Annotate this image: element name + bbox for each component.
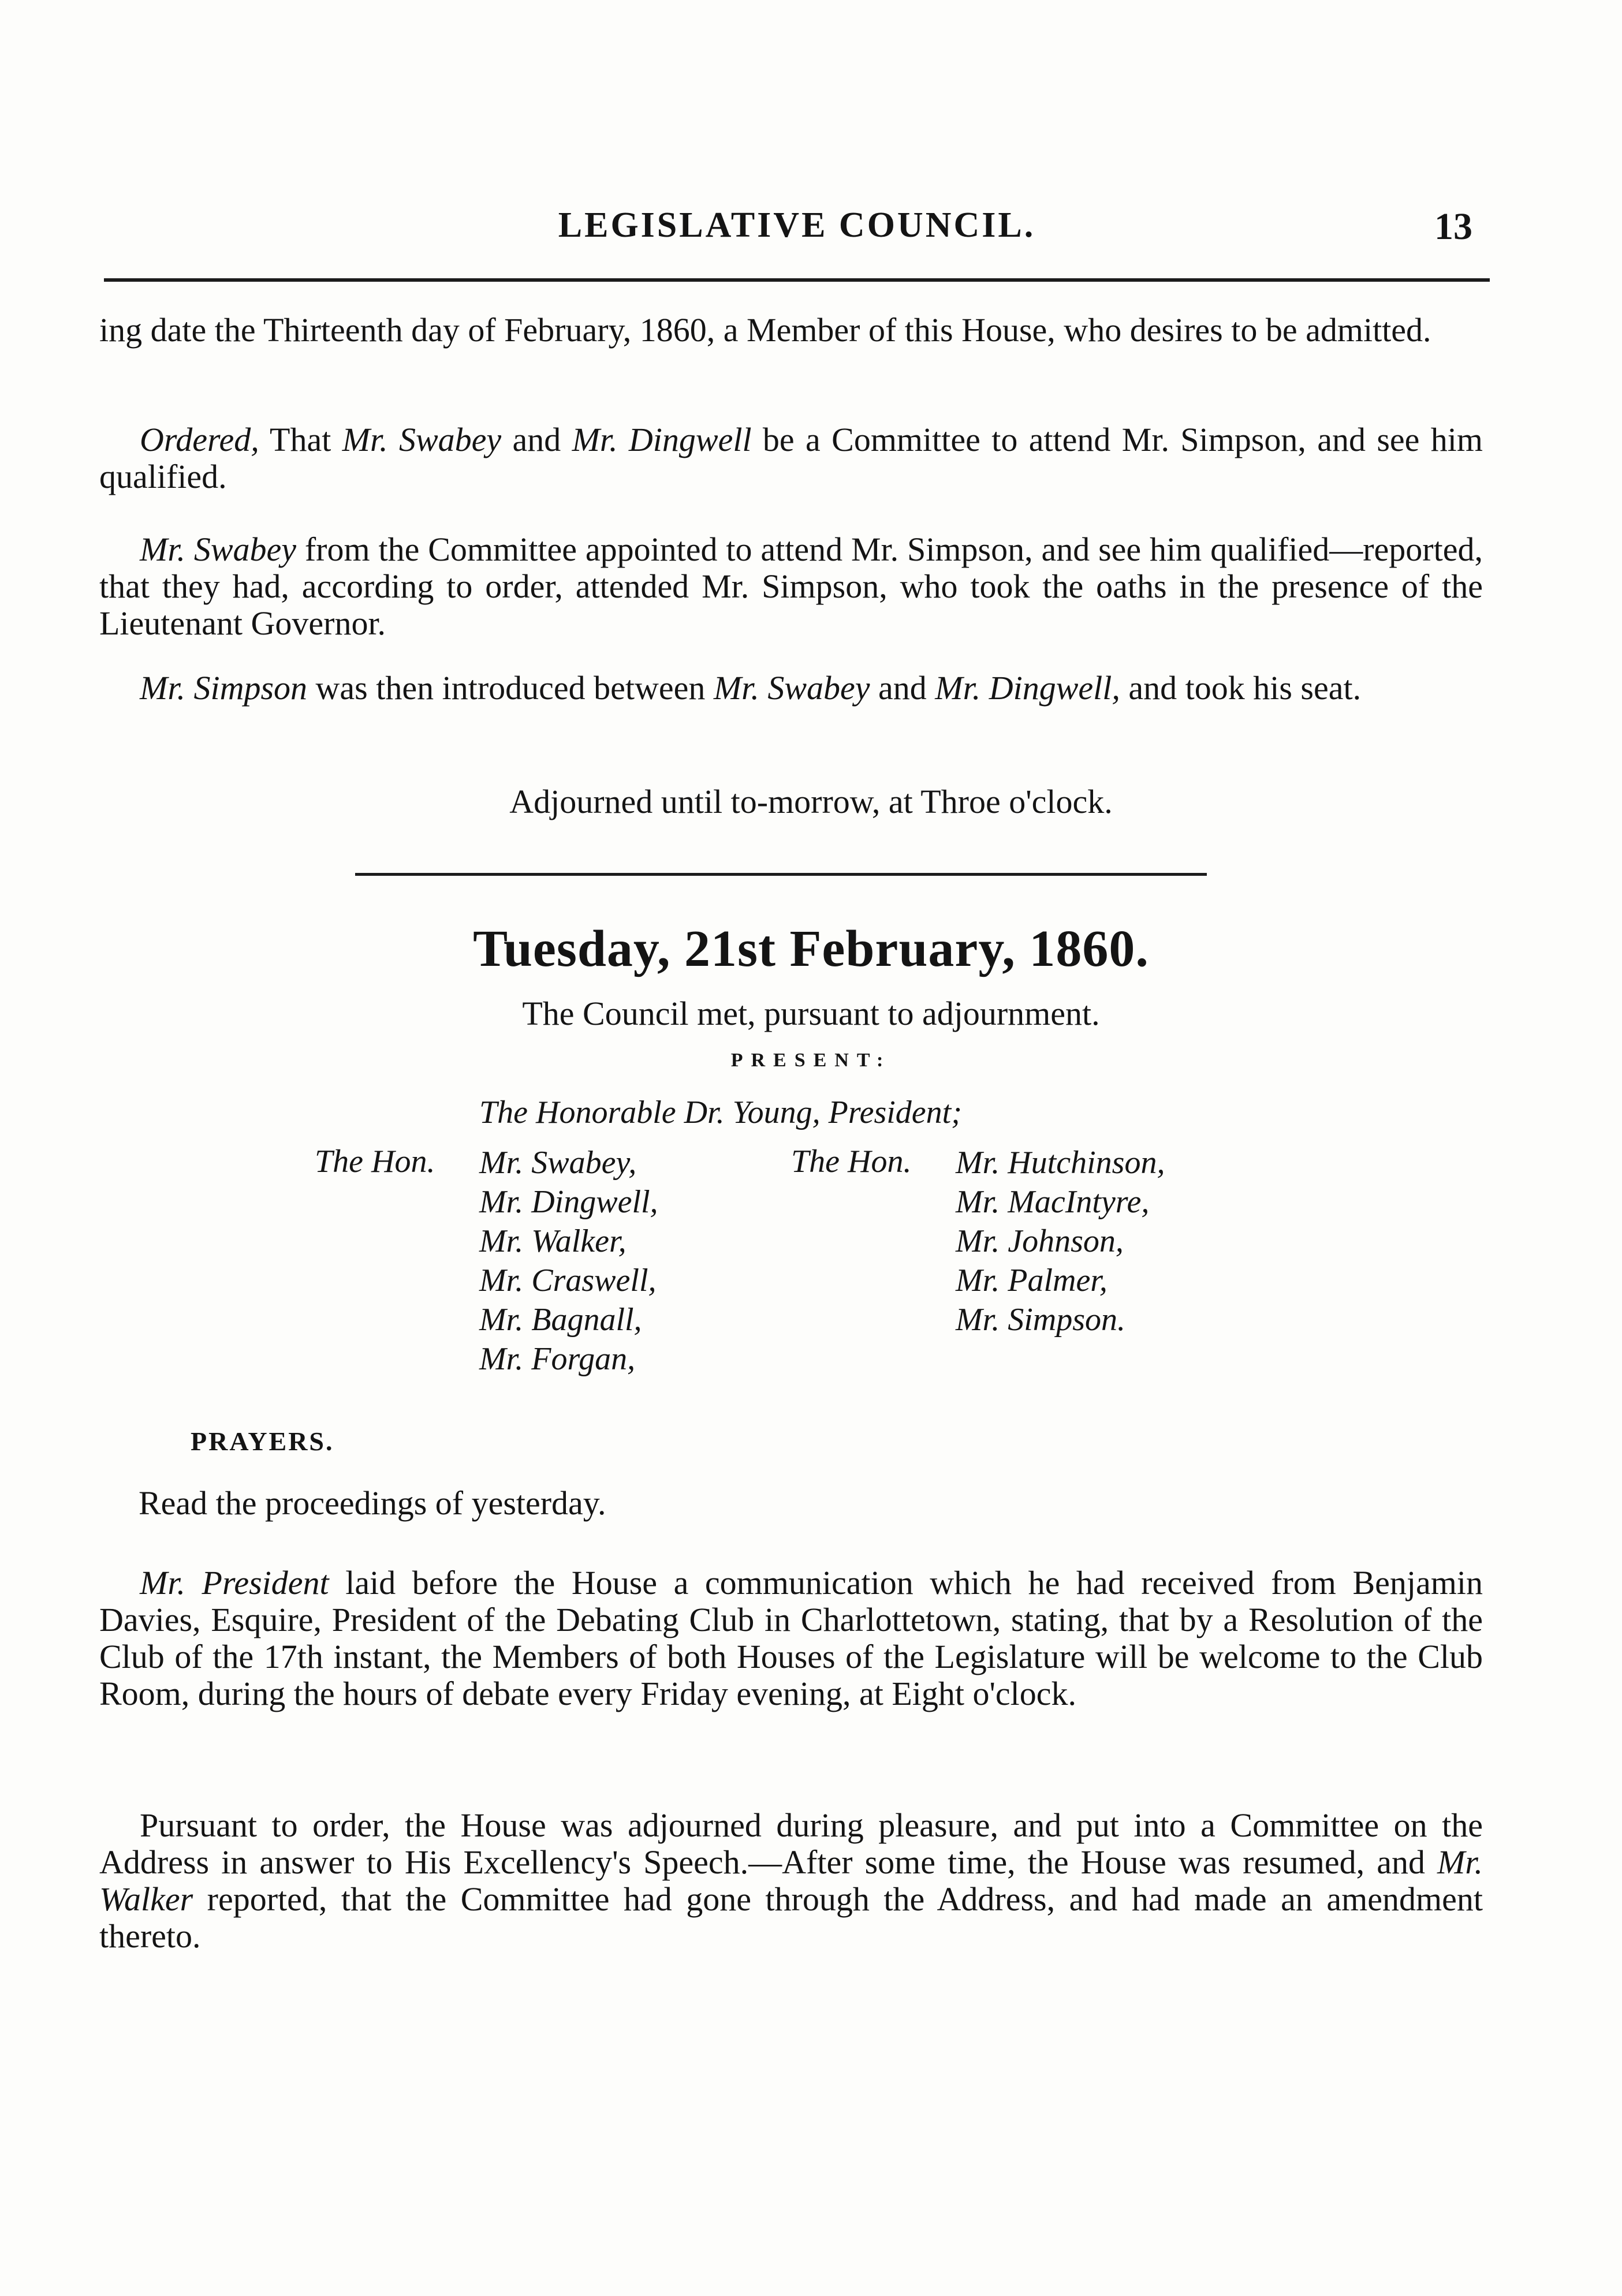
member-entry: Mr. Simpson.: [956, 1302, 1126, 1338]
paragraph-ordered: [99, 421, 1483, 495]
text-run: from the Committee appointed to attend Mr. Simpson, and see him qualified—reported, that they had, according to order, attended Mr. Simpson, who took the oaths in the presence of the Lieutenant Governor.: [99, 531, 1483, 642]
text-run: reported, that the Committee had gone through the Address, and had made an amendment thereto.: [99, 1880, 1483, 1955]
member-entry: Mr. Hutchinson,: [956, 1145, 1165, 1181]
text-run: That: [259, 421, 342, 458]
text-run: be a Committee to attend Mr. Simpson, and see him qualified.: [99, 421, 1483, 495]
text-run: was then introduced between: [307, 669, 714, 707]
paragraph-introduced: [99, 670, 1483, 707]
member-entry: Mr. Bagnall,: [479, 1302, 642, 1338]
running-title: LEGISLATIVE COUNCIL.: [558, 206, 1036, 245]
member-name: Mr. Swabey: [342, 421, 502, 458]
member-name: Mr. Swabey: [140, 531, 296, 568]
member-entry: Mr. Palmer,: [956, 1263, 1108, 1298]
text-run: Pursuant to order, the House was adjourned during pleasure, and put into a Committee on the Address in answer to His Excellency's Speech.—After some time, the House was resumed, and: [99, 1806, 1483, 1881]
section-rule: [355, 873, 1207, 876]
header-rule: [104, 278, 1490, 282]
paragraph-president-communication: [99, 1565, 1483, 1712]
present-label: PRESENT:: [730, 1050, 892, 1071]
prayers-heading: PRAYERS.: [191, 1427, 334, 1456]
member-name: Mr. Walker: [99, 1843, 1483, 1918]
left-column-title: The Hon.: [315, 1144, 435, 1179]
date-heading: Tuesday, 21st February, 1860.: [473, 920, 1149, 977]
right-member-list: [956, 1143, 1165, 1339]
paragraph-committee-report: [99, 531, 1483, 642]
member-name: Mr. Simpson: [140, 669, 308, 707]
read-proceedings-line: Read the proceedings of yesterday.: [139, 1484, 606, 1522]
member-name: Mr. Swabey: [713, 669, 870, 707]
left-member-list: [479, 1143, 658, 1379]
member-entry: Mr. MacIntyre,: [956, 1184, 1150, 1220]
text-run: and: [501, 421, 572, 458]
member-entry: Mr. Craswell,: [479, 1263, 657, 1298]
paragraph-continued: ing date the Thirteenth day of February, 1860, a Member of this House, who desires to be admitted.: [99, 311, 1431, 349]
member-name: Mr. President: [140, 1564, 329, 1601]
adjourned-line: Adjourned until to-morrow, at Throe o'clock.: [509, 783, 1113, 820]
member-entry: Mr. Forgan,: [479, 1341, 636, 1377]
running-header: [104, 205, 1490, 251]
member-entry: Mr. Johnson,: [956, 1223, 1124, 1259]
member-entry: Mr. Dingwell,: [479, 1184, 658, 1220]
page-number: 13: [1434, 206, 1472, 248]
text-run: and: [870, 669, 935, 707]
member-name: Mr. Dingwell: [572, 421, 752, 458]
president-line: The Honorable Dr. Young, President;: [479, 1095, 962, 1130]
member-entry: Mr. Swabey,: [479, 1145, 637, 1181]
council-met-line: The Council met, pursuant to adjournment.: [522, 995, 1100, 1032]
text-run: laid before the House a communication which he had received from Benjamin Davies, Esquire, President of the Debating Club in Charlottetown, stating, that by a Resolution of the Club of the 17th instant, the Members of both Houses of the Legislature will be welcome to the Club Room, during the hours of debate every Friday evening, at Eight o'clock.: [99, 1564, 1483, 1712]
paragraph-committee-address: [99, 1807, 1483, 1955]
right-column-title: The Hon.: [791, 1144, 912, 1179]
text-run: and took his seat.: [1120, 669, 1362, 707]
member-name: Mr. Dingwell,: [935, 669, 1120, 707]
ordered-lead: Ordered,: [140, 421, 259, 458]
member-entry: Mr. Walker,: [479, 1223, 627, 1259]
